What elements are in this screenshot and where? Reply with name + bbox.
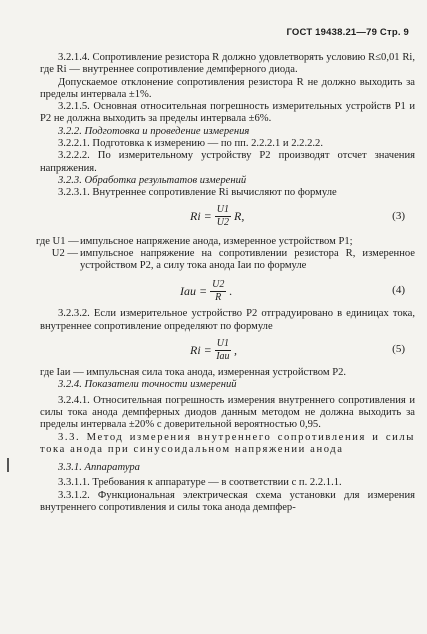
def-u2-text: импульсное напряжение на сопротивлении резистора R, измеренное устройством P2, а силу тока анода Iаи по формуле xyxy=(80,247,415,272)
margin-mark xyxy=(7,458,9,472)
formula-3-rhs: R, xyxy=(234,209,245,224)
formula-5 xyxy=(40,333,415,367)
formula-3-number: (3) xyxy=(392,209,405,222)
definitions-1 xyxy=(36,235,415,273)
paragraph-3-2-3-1: 3.2.3.1. Внутреннее сопротивление Ri вычисляют по формуле xyxy=(58,187,337,199)
definitions-2: где Iаи — импульсная сила тока анода, измеренная устройством P2. xyxy=(40,367,347,379)
formula-5-numerator: U1 xyxy=(216,337,229,349)
def-u2-symbol: U2 — xyxy=(51,247,78,259)
paragraph-3-2-1-4: 3.2.1.4. Сопротивление резистора R должно удовлетворять условию R≤0,01 Ri, где Ri — внутреннее сопротивление демпферного диода. xyxy=(40,52,415,76)
formula-4 xyxy=(40,274,415,308)
formula-4-lhs: Iаи = xyxy=(180,284,208,299)
paragraph-3-2-2-2: 3.2.2.2. По измерительному устройству P2 производят отсчет значения напряжения. xyxy=(40,150,415,174)
formula-3 xyxy=(40,200,415,234)
section-3-2-4-heading: 3.2.4. Показатели точности измерений xyxy=(58,379,237,391)
paragraph-tolerance: Допускаемое отклонение сопротивления резистора R не должно выходить за пределы интервала ±1%. xyxy=(40,76,415,100)
section-3-3-1-heading: 3.3.1. Аппаратура xyxy=(58,462,140,474)
paragraph-3-2-1-5: 3.2.1.5. Основная относительная погрешность измерительных устройств P1 и P2 не должна выходить за пределы интервала ±6%. xyxy=(40,101,415,125)
formula-5-lhs: Ri = xyxy=(190,342,212,357)
formula-3-fraction xyxy=(215,204,231,229)
formula-3-lhs: Ri = xyxy=(190,209,212,224)
formula-4-denominator: R xyxy=(215,291,222,303)
section-3-2-2-heading: 3.2.2. Подготовка и проведение измерения xyxy=(58,125,250,137)
def-u1-text: импульсное напряжение анода, измеренное устройством P1; xyxy=(80,235,353,247)
paragraph-3-2-2-1: 3.2.2.1. Подготовка к измерению — по пп. 2.2.2.1 и 2.2.2.2. xyxy=(58,138,324,150)
paragraph-3-2-4-1: 3.2.4.1. Относительная погрешность измерения внутреннего сопротивления и силы тока анода демпферных диодов данным методом не должна выходить за пределы интервала ±20% с доверительной вероятностью 0,95. xyxy=(40,394,415,431)
paragraph-3-3-1-2: 3.3.1.2. Функциональная электрическая схема установки для измерения внутреннего сопротивления и силы тока анода демпфер- xyxy=(40,489,415,514)
formula-5-rhs: , xyxy=(234,342,237,357)
formula-4-fraction xyxy=(210,279,226,304)
formula-5-denominator: Iаи xyxy=(216,350,230,362)
formula-4-numerator: U2 xyxy=(212,278,225,290)
formula-4-number: (4) xyxy=(392,284,405,297)
page-header: ГОСТ 19438.21—79 Стр. 9 xyxy=(286,27,409,38)
paragraph-3-2-3-2: 3.2.3.2. Если измерительное устройство P2 отградуировано в единицах тока, внутреннее сопротивление определяют по формуле xyxy=(40,308,415,332)
formula-3-numerator: U1 xyxy=(216,204,229,216)
formula-3-denominator: U2 xyxy=(216,217,229,229)
formula-5-fraction xyxy=(215,338,231,363)
section-3-2-3-heading: 3.2.3. Обработка результатов измерений xyxy=(58,174,247,186)
formula-5-number: (5) xyxy=(392,343,405,356)
def-u1-symbol: где U1 — xyxy=(36,235,79,247)
document-body xyxy=(36,52,415,514)
formula-4-rhs: . xyxy=(229,284,233,299)
paragraph-3-3-1-1: 3.3.1.1. Требования к аппаратуре — в соответствии с п. 2.2.1.1. xyxy=(58,477,342,489)
section-3-3-heading: 3.3. Метод измерения внутреннего сопротивления и силы тока анода при синусоидальном напряжении анода xyxy=(40,431,415,455)
